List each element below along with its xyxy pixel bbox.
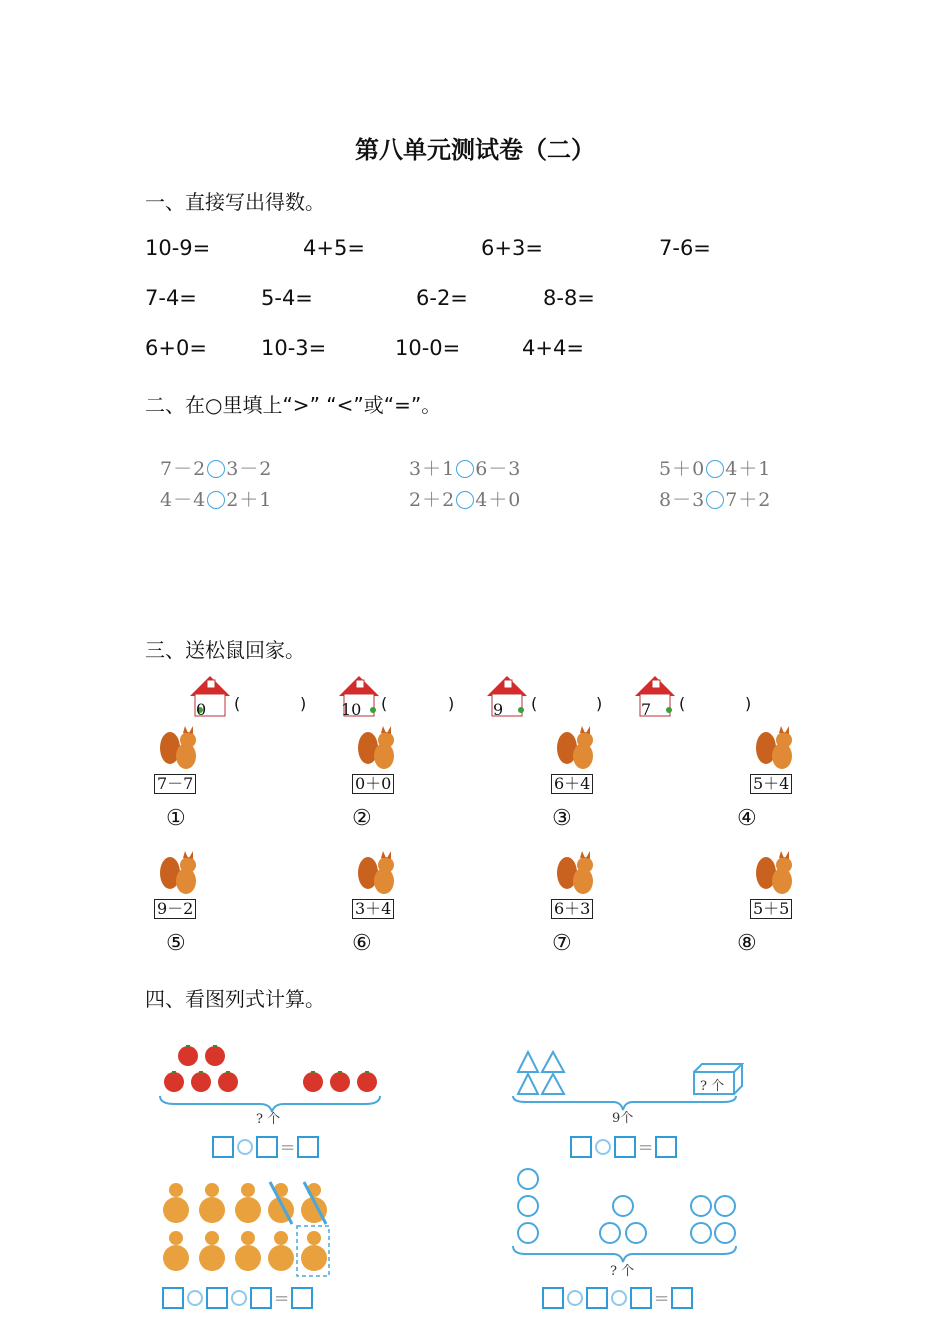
squirrel-1[interactable]: 7－7 ① <box>154 724 214 834</box>
eq-1-3: 6+3= <box>481 236 543 260</box>
circle-icon <box>508 1164 748 1264</box>
answer-box[interactable] <box>206 1287 228 1309</box>
house-icon <box>631 672 679 720</box>
eq-1-1: 10-9= <box>145 236 211 260</box>
gourd-figure <box>158 1180 338 1280</box>
operator-circle[interactable] <box>595 1139 611 1155</box>
gourd-icon <box>158 1180 338 1280</box>
eq-3-1: 6+0= <box>145 336 207 360</box>
squirrel-icon <box>555 849 599 899</box>
answer-box[interactable] <box>586 1287 608 1309</box>
squirrel-3[interactable]: 6＋4 ③ <box>551 724 611 834</box>
section4-heading: 四、看图列式计算。 <box>145 987 325 1011</box>
tomato-equation: = <box>212 1136 319 1158</box>
answer-box[interactable] <box>250 1287 272 1309</box>
answer-box[interactable] <box>297 1136 319 1158</box>
answer-box[interactable] <box>162 1287 184 1309</box>
triangle-figure: ? 个 9个 <box>508 1044 748 1124</box>
operator-circle[interactable] <box>187 1290 203 1306</box>
eq-3-3: 10-0= <box>395 336 461 360</box>
eq-2-4: 8-8= <box>543 286 595 310</box>
house-icon <box>186 672 234 720</box>
squirrel-6[interactable]: 3＋4 ⑥ <box>352 849 412 959</box>
eq-3-2: 10-3= <box>261 336 327 360</box>
eq-2-1: 7-4= <box>145 286 197 310</box>
squirrel-7[interactable]: 6＋3 ⑦ <box>551 849 611 959</box>
answer-box[interactable] <box>542 1287 564 1309</box>
blank-circle[interactable] <box>207 460 225 478</box>
house-7: 7 ( ) <box>631 672 771 722</box>
eq-3-4: 4+4= <box>522 336 584 360</box>
compare-item: 7－2 3－2 <box>160 458 273 480</box>
house-0: 0 ( ) <box>186 672 326 722</box>
answer-box[interactable] <box>256 1136 278 1158</box>
section1-heading: 一、直接写出得数。 <box>145 190 325 214</box>
circle-equation: = <box>542 1287 693 1309</box>
eq-2-2: 5-4= <box>261 286 313 310</box>
squirrel-icon <box>356 849 400 899</box>
answer-box[interactable] <box>671 1287 693 1309</box>
operator-circle[interactable] <box>231 1290 247 1306</box>
squirrel-icon <box>356 724 400 774</box>
answer-box[interactable] <box>655 1136 677 1158</box>
tomato-figure: ? 个 <box>155 1040 390 1120</box>
eq-2-3: 6-2= <box>416 286 468 310</box>
gourd-equation: = <box>162 1287 313 1309</box>
squirrel-icon <box>158 849 202 899</box>
blank-circle[interactable] <box>207 491 225 509</box>
operator-circle[interactable] <box>611 1290 627 1306</box>
page-title: 第八单元测试卷（二） <box>355 135 595 164</box>
blank-circle[interactable] <box>706 491 724 509</box>
operator-circle[interactable] <box>567 1290 583 1306</box>
squirrel-2[interactable]: 0＋0 ② <box>352 724 412 834</box>
compare-item: 2＋2 4＋0 <box>409 489 522 511</box>
house-9: 9 ( ) <box>483 672 623 722</box>
house-icon <box>483 672 531 720</box>
answer-box[interactable] <box>291 1287 313 1309</box>
section3-heading: 三、送松鼠回家。 <box>145 638 305 662</box>
blank-circle[interactable] <box>706 460 724 478</box>
blank-circle[interactable] <box>456 491 474 509</box>
squirrel-4[interactable]: 5＋4 ④ <box>750 724 810 834</box>
operator-circle[interactable] <box>237 1139 253 1155</box>
eq-1-2: 4+5= <box>303 236 365 260</box>
answer-box[interactable] <box>614 1136 636 1158</box>
section2-heading: 二、在○里填上“>” “<”或“=”。 <box>145 393 442 417</box>
house-10: 10 ( ) <box>335 672 475 722</box>
squirrel-8[interactable]: 5＋5 ⑧ <box>750 849 810 959</box>
compare-item: 8－3 7＋2 <box>659 489 772 511</box>
answer-box[interactable] <box>570 1136 592 1158</box>
squirrel-icon <box>754 724 798 774</box>
squirrel-5[interactable]: 9－2 ⑤ <box>154 849 214 959</box>
compare-item: 4－4 2＋1 <box>160 489 273 511</box>
compare-item: 5＋0 4＋1 <box>659 458 772 480</box>
circle-figure: ? 个 <box>508 1164 748 1274</box>
eq-1-4: 7-6= <box>659 236 711 260</box>
answer-box[interactable] <box>212 1136 234 1158</box>
blank-circle[interactable] <box>456 460 474 478</box>
answer-box[interactable] <box>630 1287 652 1309</box>
squirrel-icon <box>754 849 798 899</box>
compare-item: 3＋1 6－3 <box>409 458 522 480</box>
squirrel-icon <box>555 724 599 774</box>
squirrel-icon <box>158 724 202 774</box>
triangle-equation: = <box>570 1136 677 1158</box>
